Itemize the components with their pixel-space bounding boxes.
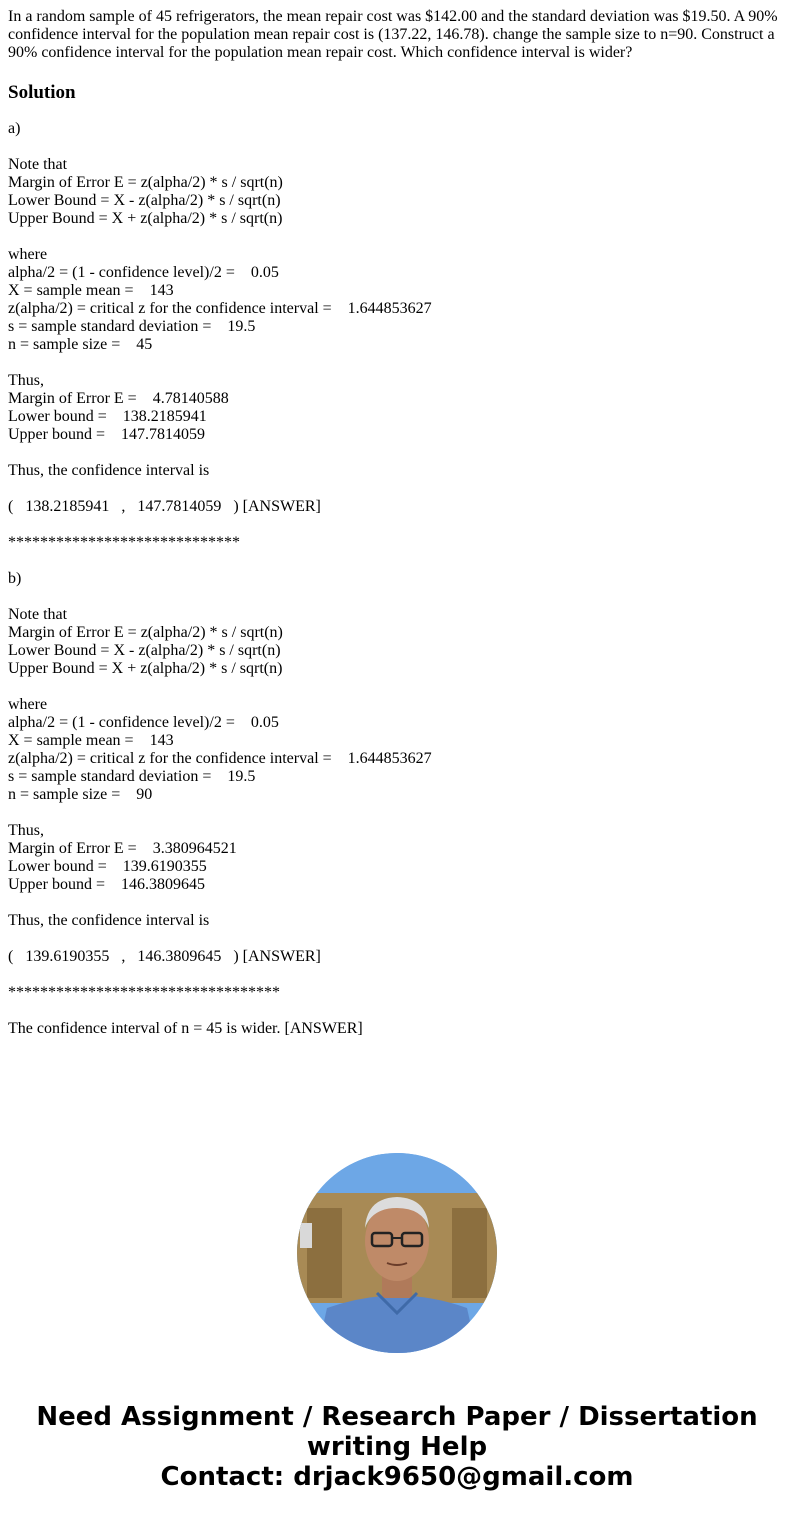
conclusion-text: The confidence interval of n = 45 is wider. [ANSWER] bbox=[8, 1020, 363, 1037]
part-b-result-line: Lower bound = 139.6190355 bbox=[8, 858, 207, 875]
part-a-where-line: X = sample mean = 143 bbox=[8, 282, 174, 299]
document-body bbox=[8, 8, 788, 1038]
part-b-result-line: Thus, bbox=[8, 822, 44, 839]
part-b-formulas bbox=[8, 606, 788, 930]
part-a-where-line: alpha/2 = (1 - confidence level)/2 = 0.05 bbox=[8, 264, 279, 281]
footer-line-2: writing Help bbox=[306, 1432, 488, 1462]
part-a-ci-intro: Thus, the confidence interval is bbox=[8, 462, 210, 479]
footer-banner bbox=[0, 1402, 794, 1492]
part-b-label: b) bbox=[8, 570, 22, 587]
separator-stars: ********************************** bbox=[8, 984, 280, 1001]
part-a-formulas bbox=[8, 156, 788, 480]
part-a-formula-line: Note that bbox=[8, 156, 68, 173]
part-b-where-line: where bbox=[8, 696, 48, 713]
part-b-ci-answer bbox=[8, 948, 788, 966]
part-a-separator bbox=[8, 534, 788, 552]
part-a-result-line: Margin of Error E = 4.78140588 bbox=[8, 390, 229, 407]
part-b-ci-intro: Thus, the confidence interval is bbox=[8, 912, 210, 929]
separator-stars: ***************************** bbox=[8, 534, 240, 551]
question-text: In a random sample of 45 refrigerators, the mean repair cost was $142.00 and the standard deviation was $19.50. A 90% confidence interval for the population mean repair cost is (137.22, 146.78). change the sample size to n=90. Construct a 90% confidence interval for the population mean repair cost. Which confidence interval is wider? bbox=[8, 8, 778, 61]
part-a-where-line: s = sample standard deviation = 19.5 bbox=[8, 318, 256, 335]
part-a-result-line: Lower bound = 138.2185941 bbox=[8, 408, 207, 425]
part-a-result-line: Upper bound = 147.7814059 bbox=[8, 426, 206, 443]
part-b-where-line: z(alpha/2) = critical z for the confidence interval = 1.644853627 bbox=[8, 750, 432, 767]
conclusion bbox=[8, 1020, 788, 1038]
part-a-where-line: z(alpha/2) = critical z for the confidence interval = 1.644853627 bbox=[8, 300, 432, 317]
footer-contact: Contact: drjack9650@gmail.com bbox=[160, 1462, 634, 1492]
part-b-result-line: Margin of Error E = 3.380964521 bbox=[8, 840, 237, 857]
part-b-formula-line: Upper Bound = X + z(alpha/2) * s / sqrt(n) bbox=[8, 660, 283, 677]
solution-heading: Solution bbox=[8, 82, 76, 103]
part-a-formula-line: Upper Bound = X + z(alpha/2) * s / sqrt(n) bbox=[8, 210, 283, 227]
part-a-ci-answer bbox=[8, 498, 788, 516]
part-b-formula-line: Lower Bound = X - z(alpha/2) * s / sqrt(n) bbox=[8, 642, 281, 659]
part-a-label: a) bbox=[8, 120, 21, 137]
author-avatar bbox=[297, 1153, 497, 1353]
part-b-formula-line: Margin of Error E = z(alpha/2) * s / sqrt(n) bbox=[8, 624, 283, 641]
part-b-where-line: n = sample size = 90 bbox=[8, 786, 153, 803]
part-b-separator bbox=[8, 984, 788, 1002]
footer-line-1: Need Assignment / Research Paper / Dissertation bbox=[36, 1402, 758, 1432]
part-a-where-line: n = sample size = 45 bbox=[8, 336, 153, 353]
part-b-result-line: Upper bound = 146.3809645 bbox=[8, 876, 206, 893]
part-a-result-line: Thus, bbox=[8, 372, 44, 389]
part-b-where-line: s = sample standard deviation = 19.5 bbox=[8, 768, 256, 785]
author-portrait-image bbox=[297, 1153, 497, 1353]
part-a-where-line: where bbox=[8, 246, 48, 263]
part-a-formula-line: Margin of Error E = z(alpha/2) * s / sqrt(n) bbox=[8, 174, 283, 191]
part-b-ci-answer-text: ( 139.6190355 , 146.3809645 ) [ANSWER] bbox=[8, 948, 321, 965]
part-a-ci-answer-text: ( 138.2185941 , 147.7814059 ) [ANSWER] bbox=[8, 498, 321, 515]
part-b-where-line: X = sample mean = 143 bbox=[8, 732, 174, 749]
part-b-where-line: alpha/2 = (1 - confidence level)/2 = 0.05 bbox=[8, 714, 279, 731]
part-b-formula-line: Note that bbox=[8, 606, 68, 623]
part-a-formula-line: Lower Bound = X - z(alpha/2) * s / sqrt(n) bbox=[8, 192, 281, 209]
